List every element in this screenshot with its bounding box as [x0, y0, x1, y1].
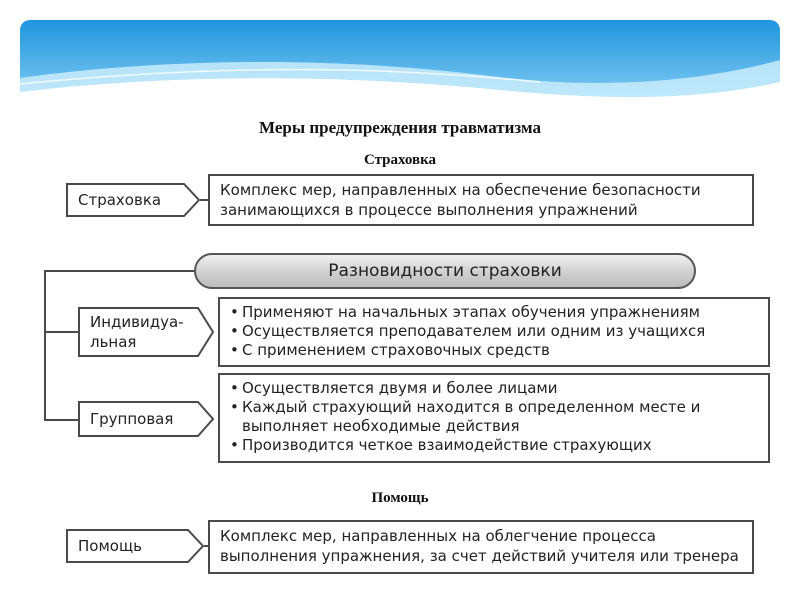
help-label-box — [66, 529, 204, 563]
insurance-label: Страховка — [78, 191, 162, 209]
help-label: Помощь — [78, 537, 142, 555]
insurance-description-line-2: занимающихся в процессе выполнения упражнений — [220, 201, 638, 219]
help-heading: Помощь — [371, 490, 429, 506]
help-description-line-2: выполнения упражнения, за счет действий учителя или тренера — [220, 547, 739, 565]
list-item: • Производится четкое взаимодействие страхующих — [230, 436, 758, 455]
header-banner — [20, 20, 780, 112]
help-description-box — [208, 520, 754, 574]
page-title: Меры предупреждения травматизма — [259, 118, 541, 137]
individual-label-line-2: льная — [90, 333, 137, 351]
group-label-box — [78, 401, 214, 437]
group-items-box — [218, 373, 770, 463]
insurance-description-box — [208, 174, 754, 226]
insurance-description-line-1: Комплекс мер, направленных на обеспечение безопасности — [220, 181, 701, 199]
individual-label-line-1: Индивидуа- — [90, 313, 184, 331]
list-item: • С применением страховочных средств — [230, 341, 758, 360]
list-item: • Осуществляется преподавателем или одним из учащихся — [230, 322, 758, 341]
list-item: • Осуществляется двумя и более лицами — [230, 379, 758, 398]
list-item: • Каждый страхующий находится в определенном месте и выполняет необходимые действия — [230, 398, 758, 436]
insurance-label-box — [66, 183, 200, 217]
insurance-heading: Страховка — [363, 152, 437, 168]
help-description-line-1: Комплекс мер, направленных на облегчение процесса — [220, 527, 656, 545]
individual-items-box — [218, 297, 770, 367]
list-item: • Применяют на начальных этапах обучения упражнениям — [230, 303, 758, 322]
individual-label-box — [78, 307, 214, 357]
insurance-types-header: Разновидности страховки — [194, 253, 696, 289]
group-label: Групповая — [90, 410, 174, 428]
